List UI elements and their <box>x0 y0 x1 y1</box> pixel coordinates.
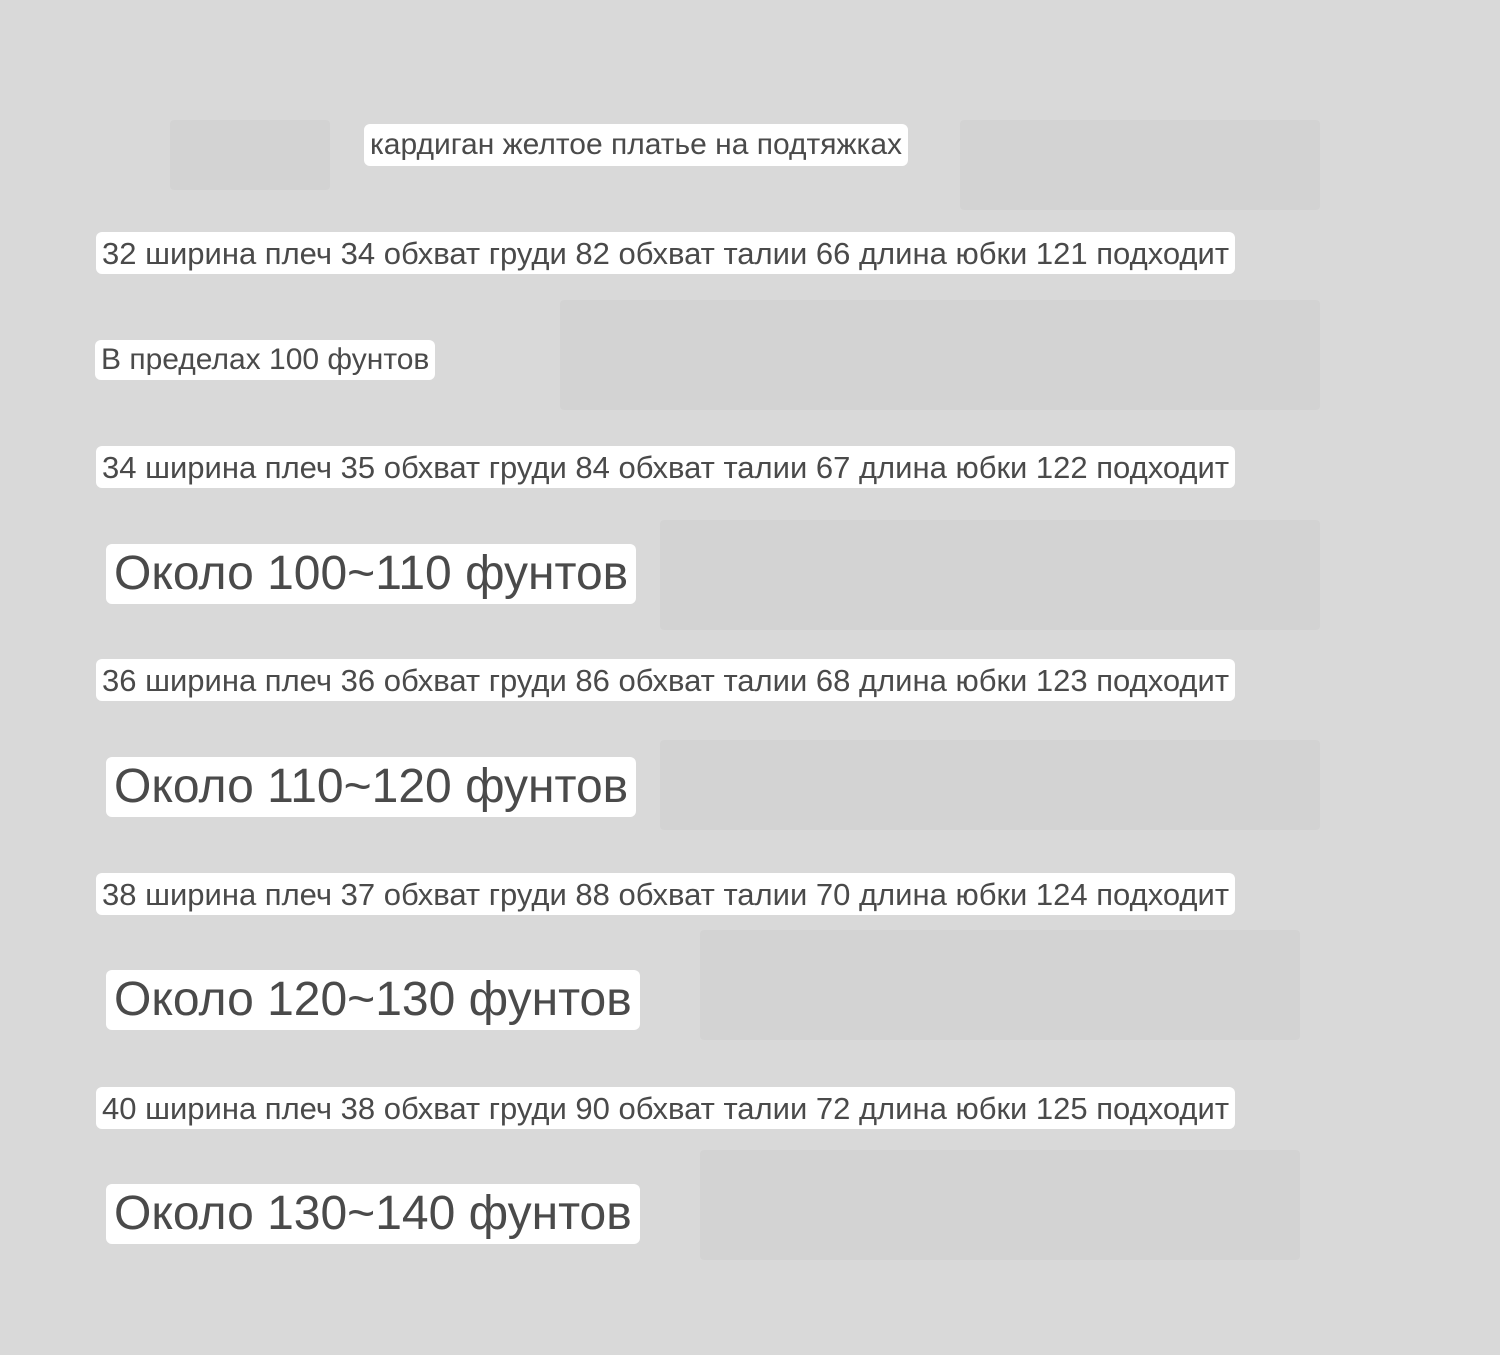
weight-line: Около 130~140 фунтов <box>106 1184 640 1244</box>
background-ghost-block <box>660 740 1320 830</box>
size-line: 38 ширина плеч 37 обхват груди 88 обхват талии 70 длина юбки 124 подходит <box>96 873 1235 915</box>
weight-line: Около 120~130 фунтов <box>106 970 640 1030</box>
size-line: 36 ширина плеч 36 обхват груди 86 обхват талии 68 длина юбки 123 подходит <box>96 659 1235 701</box>
size-line: 40 ширина плеч 38 обхват груди 90 обхват талии 72 длина юбки 125 подходит <box>96 1087 1235 1129</box>
background-ghost-block <box>700 930 1300 1040</box>
weight-line: Около 100~110 фунтов <box>106 544 636 604</box>
background-ghost-block <box>170 120 330 190</box>
weight-line: Около 110~120 фунтов <box>106 757 636 817</box>
size-line: 34 ширина плеч 35 обхват груди 84 обхват талии 67 длина юбки 122 подходит <box>96 446 1235 488</box>
size-line: 32 ширина плеч 34 обхват груди 82 обхват талии 66 длина юбки 121 подходит <box>96 232 1235 274</box>
weight-line: В пределах 100 фунтов <box>95 340 435 380</box>
background-ghost-block <box>700 1150 1300 1260</box>
background-ghost-block <box>960 120 1320 210</box>
product-title: кардиган желтое платье на подтяжках <box>364 124 908 166</box>
background-ghost-block <box>660 520 1320 630</box>
background-ghost-block <box>560 300 1320 410</box>
